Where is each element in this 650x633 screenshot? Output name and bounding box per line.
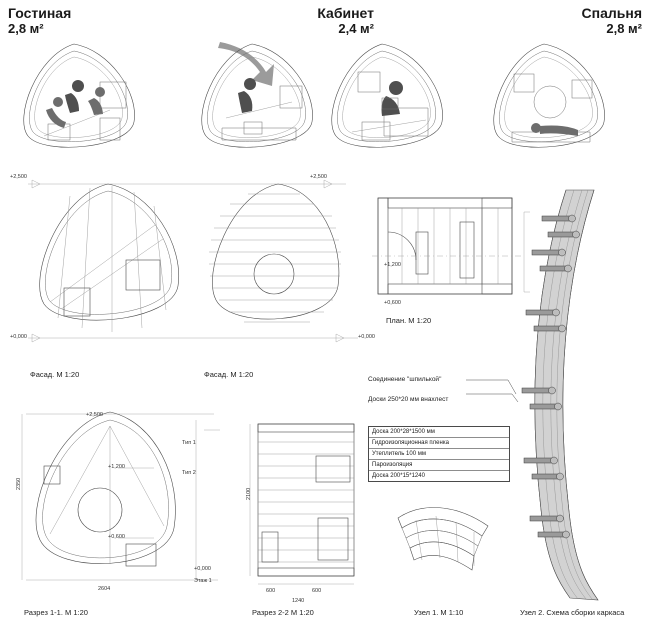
room-title-office	[288, 6, 374, 36]
room-area-office: 2,4 м²	[338, 21, 374, 36]
pod-view-bedroom	[494, 44, 605, 147]
room-title-living-label: Гостиная	[8, 5, 72, 21]
section1-level-zero: +0,000	[194, 566, 211, 572]
room-title-living	[8, 6, 71, 36]
section1-floor-label: Этаж 1	[194, 578, 212, 584]
spec-item-1: Гидроизоляционная пленка	[369, 438, 509, 449]
section1-mark-b: Тип 2	[182, 470, 196, 476]
pod-view-living	[24, 44, 135, 147]
level-mark-top-right: +2,500	[310, 174, 327, 180]
caption-node-1: Узел 1. М 1:10	[414, 608, 464, 617]
spec-item-3: Пароизоляция	[369, 460, 509, 471]
section2-dim-height: 2100	[246, 487, 252, 500]
caption-facade-2: Фасад. М 1:20	[204, 370, 254, 379]
annotation-boards-overlap: Доски 250*20 мм внахлест	[368, 396, 449, 403]
annotation-pin-joint: Соединение "шпилькой"	[368, 376, 442, 383]
section1-level-mid: +1,200	[108, 464, 125, 470]
section-1-drawing	[14, 404, 224, 594]
spec-item-2: Утеплитель 100 мм	[369, 449, 509, 460]
room-area-living: 2,8 м²	[8, 21, 44, 36]
level-mark-zero-right: +0,000	[358, 334, 375, 340]
section1-level-top: +2,500	[86, 412, 103, 418]
caption-facade-1: Фасад. М 1:20	[30, 370, 80, 379]
room-title-office-label: Кабинет	[317, 5, 374, 21]
plan-level-mark-2: +0,600	[384, 300, 401, 306]
section1-dim-width: 2604	[98, 586, 111, 592]
caption-section-1: Разрез 1-1. М 1:20	[24, 608, 88, 617]
plan-level-mark-1: +1,200	[384, 262, 401, 268]
section1-level-low: +0,600	[108, 534, 125, 540]
room-title-bedroom	[552, 6, 642, 36]
pod-view-hall	[202, 44, 313, 147]
level-mark-top-left: +2,500	[10, 174, 27, 180]
room-area-bedroom: 2,8 м²	[606, 21, 642, 36]
flow-arrow-icon	[218, 42, 274, 86]
facade-front-drawing	[30, 182, 190, 340]
section1-mark-a: Тип 1	[182, 440, 196, 446]
section2-dim-b: 600	[312, 588, 322, 594]
pod-interior-views	[6, 36, 646, 156]
level-mark-zero-left: +0,000	[10, 334, 27, 340]
room-title-bedroom-label: Спальня	[581, 5, 642, 21]
node-1-detail-drawing	[392, 500, 502, 590]
section-2-drawing	[244, 412, 374, 594]
section2-dim-total: 1240	[292, 598, 305, 604]
material-spec-list	[368, 426, 510, 482]
frame-assembly-drawing	[508, 186, 648, 606]
spec-item-0: Доска 200*28*1500 мм	[369, 427, 509, 438]
caption-node-2: Узел 2. Схема сборки каркаса	[520, 608, 625, 617]
caption-plan: План. М 1:20	[386, 316, 432, 325]
pod-view-office	[332, 44, 443, 147]
section2-dim-a: 600	[266, 588, 276, 594]
facade-side-drawing	[204, 182, 364, 340]
caption-section-2: Разрез 2-2 М 1:20	[252, 608, 314, 617]
section1-dim-height: 2350	[16, 477, 22, 490]
spec-item-4: Доска 200*15*1240	[372, 473, 425, 479]
